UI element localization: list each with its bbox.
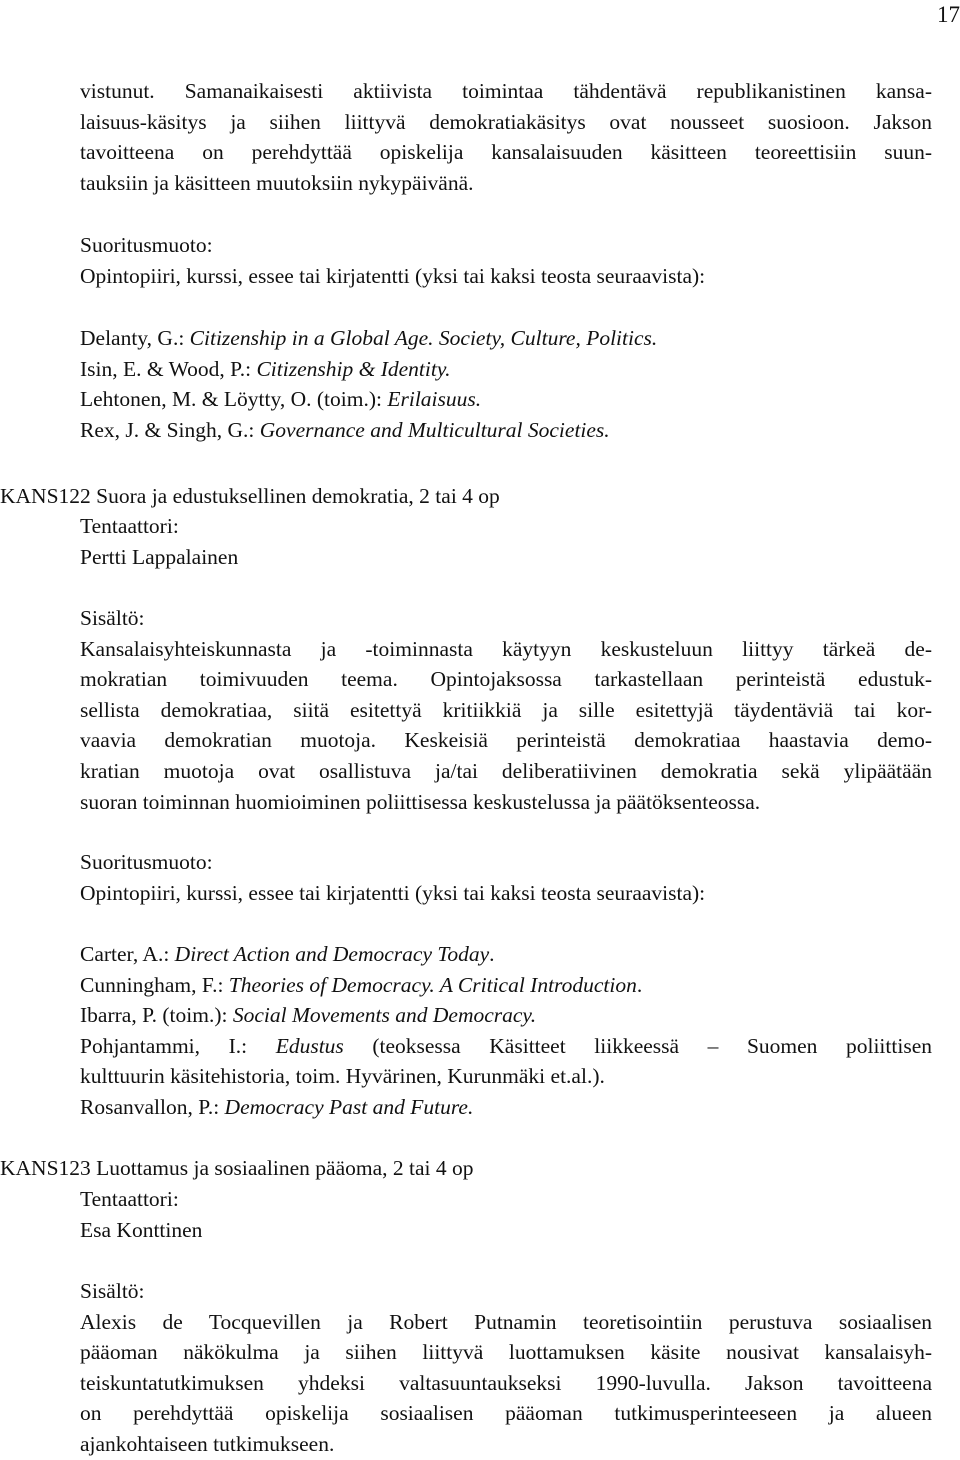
kans122-references (80, 939, 932, 1123)
kans122-tentaattori (80, 511, 932, 572)
suoritusmuoto-text: Opintopiiri, kurssi, essee tai kirjatentti (yksi tai kaksi teosta seuraavista): (80, 880, 706, 905)
tentaattori-label: Tentaattori: (80, 514, 179, 538)
intro-suoritusmuoto (80, 230, 932, 291)
tentaattori-label: Tentaattori: (80, 1187, 179, 1211)
reference-item: Isin, E. & Wood, P.: Citizenship & Identity. (80, 356, 451, 381)
tentaattori-name: Esa Konttinen (80, 1217, 203, 1242)
sisalto-line: teiskuntatutkimuksen yhdeksi valtasuuntaukseksi 1990-luvulla. Jakson tavoitteena (80, 1370, 932, 1395)
sisalto-line: kratian muotoja ovat osallistuva ja/tai deliberatiivinen demokratia sekä ylipäätään (80, 758, 932, 783)
reference-item: Rex, J. & Singh, G.: Governance and Multicultural Societies. (80, 417, 610, 442)
kans123-tentaattori (80, 1184, 932, 1245)
sisalto-line: vaavia demokratian muotoja. Keskeisiä perinteistä demokratiaa haastavia demo- (80, 728, 932, 753)
sisalto-line: pääoman näkökulma ja siihen liittyvä luottamuksen käsite nousivat kansalaisyh- (80, 1340, 932, 1365)
reference-item: Delanty, G.: Citizenship in a Global Age. Society, Culture, Politics. (80, 326, 658, 350)
sisalto-label: Sisältö: (80, 1279, 145, 1303)
reference-item: Rosanvallon, P.: Democracy Past and Future. (80, 1094, 474, 1119)
sisalto-line: sellista demokratiaa, siitä esitettyä kritiikkiä ja sille esitettyjä täydentäviä tai kor- (80, 697, 932, 722)
intro-line-2: laisuus-käsitys ja siihen liittyvä demokratiakäsitys ovat nousseet suosioon. Jakson (80, 109, 932, 134)
sisalto-label: Sisältö: (80, 606, 145, 630)
reference-item: Ibarra, P. (toim.): Social Movements and Democracy. (80, 1003, 537, 1028)
intro-line-4: tauksiin ja käsitteen muutoksiin nykypäivänä. (80, 170, 474, 195)
suoritusmuoto-label: Suoritusmuoto: (80, 233, 213, 257)
kans123-sisalto (80, 1276, 932, 1460)
intro-references (80, 323, 932, 445)
sisalto-line: mokratian toimivuuden teema. Opintojaksossa tarkastellaan perinteistä edustuk- (80, 667, 932, 692)
intro-line-1: vistunut. Samanaikaisesti aktiivista toimintaa tähdentävä republikanistinen kansa- (80, 79, 932, 103)
suoritusmuoto-label: Suoritusmuoto: (80, 850, 213, 874)
reference-item: Pohjantammi, I.: Edustus (teoksessa Käsitteet liikkeessä – Suomen poliittisen (80, 1033, 932, 1058)
intro-paragraph (80, 76, 932, 198)
course-heading-kans123: KANS123 Luottamus ja sosiaalinen pääoma, 2 tai 4 op (0, 1156, 474, 1180)
sisalto-line: Kansalaisyhteiskunnasta ja -toiminnasta käytyyn keskusteluun liittyy tärkeä de- (80, 636, 932, 661)
course-heading-kans122: KANS122 Suora ja edustuksellinen demokratia, 2 tai 4 op (0, 484, 500, 508)
sisalto-line: on perehdyttää opiskelija sosiaalisen pääoman tutkimusperinteeseen ja alueen (80, 1401, 932, 1426)
suoritusmuoto-text: Opintopiiri, kurssi, essee tai kirjatentti (yksi tai kaksi teosta seuraavista): (80, 263, 706, 288)
sisalto-line: Alexis de Tocquevillen ja Robert Putnamin teoretisointiin perustuva sosiaalisen (80, 1309, 932, 1334)
kans122-sisalto (80, 603, 932, 817)
kans122-suoritusmuoto (80, 847, 932, 908)
sisalto-line: suoran toiminnan huomioiminen poliittisessa keskustelussa ja päätöksenteossa. (80, 789, 761, 814)
intro-line-3: tavoitteena on perehdyttää opiskelija kansalaisuuden käsitteen teoreettisiin suun- (80, 140, 932, 165)
reference-item: Carter, A.: Direct Action and Democracy Today. (80, 942, 495, 966)
sisalto-line: ajankohtaiseen tutkimukseen. (80, 1431, 335, 1456)
reference-item: Cunningham, F.: Theories of Democracy. A Critical Introduction. (80, 972, 643, 997)
reference-item: Lehtonen, M. & Löytty, O. (toim.): Erilaisuus. (80, 387, 482, 412)
reference-item-continuation: kulttuurin käsitehistoria, toim. Hyvärinen, Kurunmäki et.al.). (80, 1064, 605, 1089)
page-number: 17 (937, 2, 960, 27)
tentaattori-name: Pertti Lappalainen (80, 544, 239, 569)
